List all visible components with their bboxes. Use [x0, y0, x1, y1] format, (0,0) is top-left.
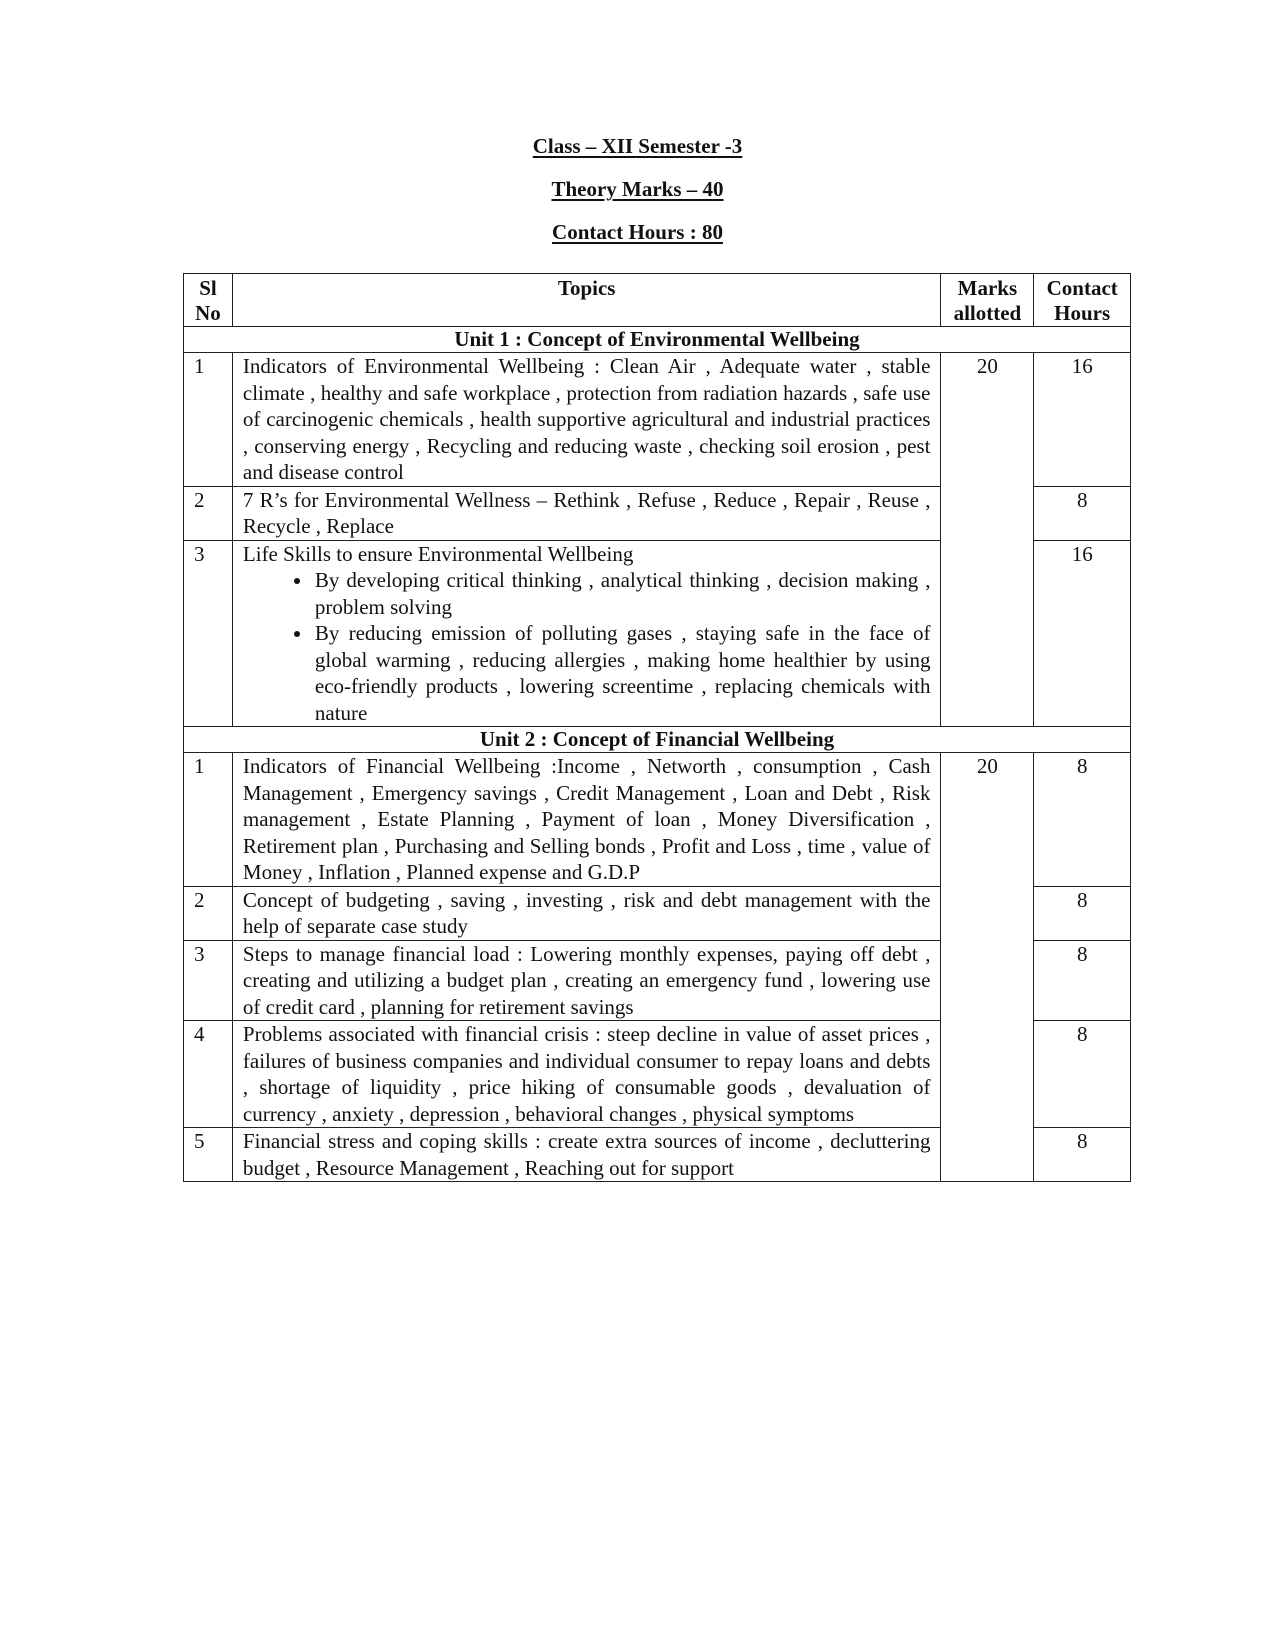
- topic-text: Life Skills to ensure Environmental Wellbeing: [242, 541, 634, 566]
- contact-hours: 8: [1034, 940, 1131, 1021]
- topic-bullet-list: [243, 567, 931, 726]
- sl-no: 1: [184, 753, 233, 887]
- unit-title-row: [184, 727, 1131, 753]
- unit-2-title: Unit 2 : Concept of Financial Wellbeing: [184, 727, 1131, 753]
- contact-hours: 8: [1034, 1128, 1131, 1182]
- table-row: [184, 753, 1131, 887]
- contact-hours: 8: [1034, 753, 1131, 887]
- topic-cell: [232, 540, 941, 727]
- header-contact-hours: Contact Hours: [1034, 274, 1131, 327]
- table-header-row: [184, 274, 1131, 327]
- contact-hours-heading: Contact Hours : 80: [552, 220, 723, 244]
- table-row: [184, 353, 1131, 487]
- header-topics: Topics: [232, 274, 941, 327]
- sl-no: 3: [184, 540, 233, 727]
- contact-hours: 16: [1034, 540, 1131, 727]
- sl-no: 3: [184, 940, 233, 1021]
- topic-text: Indicators of Financial Wellbeing :Income , Networth , consumption , Cash Management , Emergency savings , Credit Management , Loan and Debt , Risk management , Estate Planning , Payment of loan , Money Diversification , Retirement plan , Purchasing and Selling bonds , Profit and Loss , time , value of Money , Inflation , Planned expense and G.D.P: [232, 753, 941, 887]
- header-marks-allotted: Marks allotted: [941, 274, 1034, 327]
- contact-hours: 8: [1034, 886, 1131, 940]
- bullet-item: • By reducing emission of polluting gases , staying safe in the face of global warming , reducing allergies , making home healthier by using eco-friendly products , lowering screentime , replacing chemicals with nature: [313, 620, 931, 726]
- unit-2-marks: 20: [941, 753, 1034, 1182]
- unit-1-title: Unit 1 : Concept of Environmental Wellbeing: [184, 327, 1131, 353]
- contact-hours: 16: [1034, 353, 1131, 487]
- topic-text: 7 R’s for Environmental Wellness – Rethink , Refuse , Reduce , Repair , Reuse , Recycle , Replace: [232, 486, 941, 540]
- unit-title-row: [184, 327, 1131, 353]
- sl-no: 2: [184, 486, 233, 540]
- topic-text: Financial stress and coping skills : create extra sources of income , decluttering budget , Resource Management , Reaching out for support: [232, 1128, 941, 1182]
- sl-no: 4: [184, 1021, 233, 1128]
- sl-no: 2: [184, 886, 233, 940]
- header-sl-no: Sl No: [184, 274, 233, 327]
- topic-text: Concept of budgeting , saving , investing , risk and debt management with the help of separate case study: [232, 886, 941, 940]
- topic-text: Indicators of Environmental Wellbeing : Clean Air , Adequate water , stable climate , healthy and safe workplace , protection from radiation hazards , safe use of carcinogenic chemicals , health supportive agricultural and industrial practices , conserving energy , Recycling and reducing waste , checking soil erosion , pest and disease control: [232, 353, 941, 487]
- bullet-item: • By developing critical thinking , analytical thinking , decision making , problem solving: [313, 567, 931, 620]
- unit-1-marks: 20: [941, 353, 1034, 727]
- class-semester-heading: Class – XII Semester -3: [532, 134, 743, 158]
- sl-no: 1: [184, 353, 233, 487]
- contact-hours: 8: [1034, 1021, 1131, 1128]
- sl-no: 5: [184, 1128, 233, 1182]
- theory-marks-heading: Theory Marks – 40: [551, 177, 724, 201]
- contact-hours: 8: [1034, 486, 1131, 540]
- syllabus-table: [183, 273, 1131, 1182]
- topic-text: Steps to manage financial load : Lowering monthly expenses, paying off debt , creating and utilizing a budget plan , creating an emergency fund , lowering use of credit card , planning for retirement savings: [232, 940, 941, 1021]
- topic-text: Problems associated with financial crisis : steep decline in value of asset prices , failures of business companies and individual consumer to repay loans and debts , shortage of liquidity , price hiking of consumable goods , devaluation of currency , anxiety , depression , behavioral changes , physical symptoms: [232, 1021, 941, 1128]
